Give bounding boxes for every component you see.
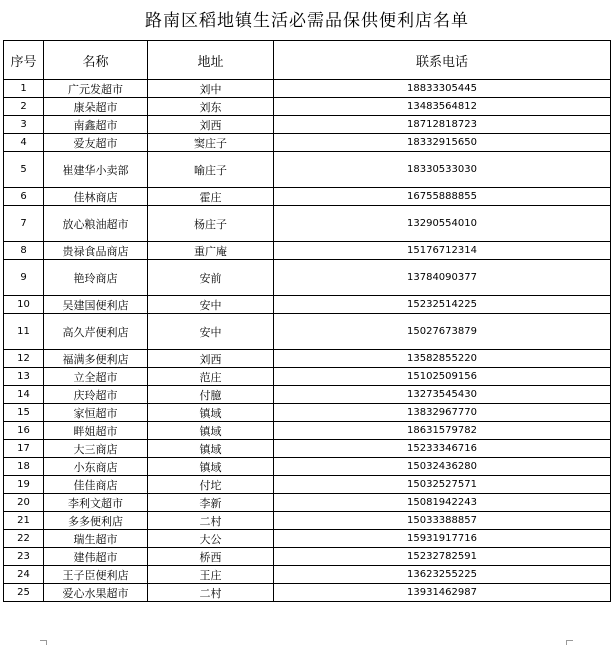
cell-name: 吴建国便利店 — [44, 296, 148, 314]
cell-index: 9 — [4, 260, 44, 296]
cell-name: 庆玲超市 — [44, 386, 148, 404]
cell-name: 李利文超市 — [44, 494, 148, 512]
cell-address: 刘中 — [148, 80, 274, 98]
cell-phone: 15032527571 — [274, 476, 611, 494]
cell-phone: 13273545430 — [274, 386, 611, 404]
cell-address: 刘东 — [148, 98, 274, 116]
cell-phone: 15033388857 — [274, 512, 611, 530]
table-row — [4, 134, 611, 152]
cell-address: 镇域 — [148, 422, 274, 440]
store-list-table — [3, 40, 611, 602]
cell-name: 广元发超市 — [44, 80, 148, 98]
cell-index: 10 — [4, 296, 44, 314]
cell-name: 爱友超市 — [44, 134, 148, 152]
table-row — [4, 458, 611, 476]
cell-name: 爱心水果超市 — [44, 584, 148, 602]
cell-address: 安前 — [148, 260, 274, 296]
cell-index: 6 — [4, 188, 44, 206]
cell-name: 南鑫超市 — [44, 116, 148, 134]
cell-phone: 15081942243 — [274, 494, 611, 512]
cell-address: 二村 — [148, 584, 274, 602]
cell-phone: 15027673879 — [274, 314, 611, 350]
header-phone: 联系电话 — [274, 41, 611, 80]
cell-address: 杨庄子 — [148, 206, 274, 242]
table-header-row — [4, 41, 611, 80]
cell-index: 1 — [4, 80, 44, 98]
cell-index: 19 — [4, 476, 44, 494]
table-row — [4, 422, 611, 440]
cell-index: 22 — [4, 530, 44, 548]
cell-index: 13 — [4, 368, 44, 386]
cell-address: 刘西 — [148, 350, 274, 368]
table-row — [4, 566, 611, 584]
cell-index: 3 — [4, 116, 44, 134]
cell-name: 大三商店 — [44, 440, 148, 458]
cell-address: 刘西 — [148, 116, 274, 134]
cell-index: 21 — [4, 512, 44, 530]
cell-index: 4 — [4, 134, 44, 152]
table-row — [4, 152, 611, 188]
cell-phone: 18833305445 — [274, 80, 611, 98]
cell-address: 窦庄子 — [148, 134, 274, 152]
cell-address: 付臆 — [148, 386, 274, 404]
cell-address: 范庄 — [148, 368, 274, 386]
table-row — [4, 80, 611, 98]
cell-name: 王子臣便利店 — [44, 566, 148, 584]
header-name: 名称 — [44, 41, 148, 80]
cell-phone: 18631579782 — [274, 422, 611, 440]
cell-index: 11 — [4, 314, 44, 350]
cell-phone: 15102509156 — [274, 368, 611, 386]
table-row — [4, 530, 611, 548]
table-row — [4, 260, 611, 296]
table-row — [4, 116, 611, 134]
cell-address: 二村 — [148, 512, 274, 530]
cell-name: 立全超市 — [44, 368, 148, 386]
cell-name: 康朵超市 — [44, 98, 148, 116]
cell-name: 贵禄食品商店 — [44, 242, 148, 260]
cell-name: 放心粮油超市 — [44, 206, 148, 242]
cell-name: 福满多便利店 — [44, 350, 148, 368]
cell-address: 重广庵 — [148, 242, 274, 260]
cell-index: 14 — [4, 386, 44, 404]
cell-phone: 15176712314 — [274, 242, 611, 260]
cell-address: 霍庄 — [148, 188, 274, 206]
table-row — [4, 440, 611, 458]
cell-name: 崔建华小卖部 — [44, 152, 148, 188]
cell-phone: 15931917716 — [274, 530, 611, 548]
cell-name: 瑞生超市 — [44, 530, 148, 548]
table-row — [4, 296, 611, 314]
cell-address: 王庄 — [148, 566, 274, 584]
cell-index: 25 — [4, 584, 44, 602]
cell-address: 安中 — [148, 296, 274, 314]
table-row — [4, 206, 611, 242]
table-row — [4, 404, 611, 422]
cell-index: 5 — [4, 152, 44, 188]
table-row — [4, 494, 611, 512]
table-row — [4, 350, 611, 368]
cell-phone: 18712818723 — [274, 116, 611, 134]
table-row — [4, 314, 611, 350]
cell-address: 镇域 — [148, 458, 274, 476]
cell-address: 镇域 — [148, 404, 274, 422]
cell-phone: 13483564812 — [274, 98, 611, 116]
cell-name: 畔姐超市 — [44, 422, 148, 440]
cell-index: 17 — [4, 440, 44, 458]
cell-name: 佳林商店 — [44, 188, 148, 206]
cell-name: 小东商店 — [44, 458, 148, 476]
page-corner-mark-right — [566, 640, 573, 645]
document-title: 路南区稻地镇生活必需品保供便利店名单 — [145, 11, 469, 31]
cell-name: 建伟超市 — [44, 548, 148, 566]
cell-address: 付坨 — [148, 476, 274, 494]
cell-index: 7 — [4, 206, 44, 242]
cell-address: 桥西 — [148, 548, 274, 566]
cell-name: 家恒超市 — [44, 404, 148, 422]
cell-index: 16 — [4, 422, 44, 440]
table-row — [4, 476, 611, 494]
cell-index: 15 — [4, 404, 44, 422]
cell-name: 佳佳商店 — [44, 476, 148, 494]
cell-phone: 15232782591 — [274, 548, 611, 566]
cell-phone: 16755888855 — [274, 188, 611, 206]
cell-index: 23 — [4, 548, 44, 566]
cell-phone: 18330533030 — [274, 152, 611, 188]
cell-index: 8 — [4, 242, 44, 260]
header-address: 地址 — [148, 41, 274, 80]
cell-index: 18 — [4, 458, 44, 476]
cell-index: 20 — [4, 494, 44, 512]
table-row — [4, 368, 611, 386]
cell-name: 艳玲商店 — [44, 260, 148, 296]
table-row — [4, 512, 611, 530]
cell-phone: 13623255225 — [274, 566, 611, 584]
cell-phone: 13931462987 — [274, 584, 611, 602]
cell-phone: 15232514225 — [274, 296, 611, 314]
cell-phone: 18332915650 — [274, 134, 611, 152]
table-row — [4, 584, 611, 602]
cell-index: 2 — [4, 98, 44, 116]
table-row — [4, 242, 611, 260]
cell-address: 安中 — [148, 314, 274, 350]
cell-name: 高久芹便利店 — [44, 314, 148, 350]
cell-address: 李新 — [148, 494, 274, 512]
cell-name: 多多便利店 — [44, 512, 148, 530]
cell-phone: 13832967770 — [274, 404, 611, 422]
cell-phone: 13290554010 — [274, 206, 611, 242]
table-row — [4, 386, 611, 404]
cell-address: 镇域 — [148, 440, 274, 458]
cell-phone: 15233346716 — [274, 440, 611, 458]
header-index: 序号 — [4, 41, 44, 80]
cell-index: 24 — [4, 566, 44, 584]
table-row — [4, 548, 611, 566]
cell-address: 喻庄子 — [148, 152, 274, 188]
table-row — [4, 188, 611, 206]
cell-phone: 13784090377 — [274, 260, 611, 296]
table-row — [4, 98, 611, 116]
cell-phone: 15032436280 — [274, 458, 611, 476]
cell-index: 12 — [4, 350, 44, 368]
cell-address: 大公 — [148, 530, 274, 548]
page-corner-mark-left — [40, 640, 47, 645]
table-body — [4, 80, 611, 602]
cell-phone: 13582855220 — [274, 350, 611, 368]
